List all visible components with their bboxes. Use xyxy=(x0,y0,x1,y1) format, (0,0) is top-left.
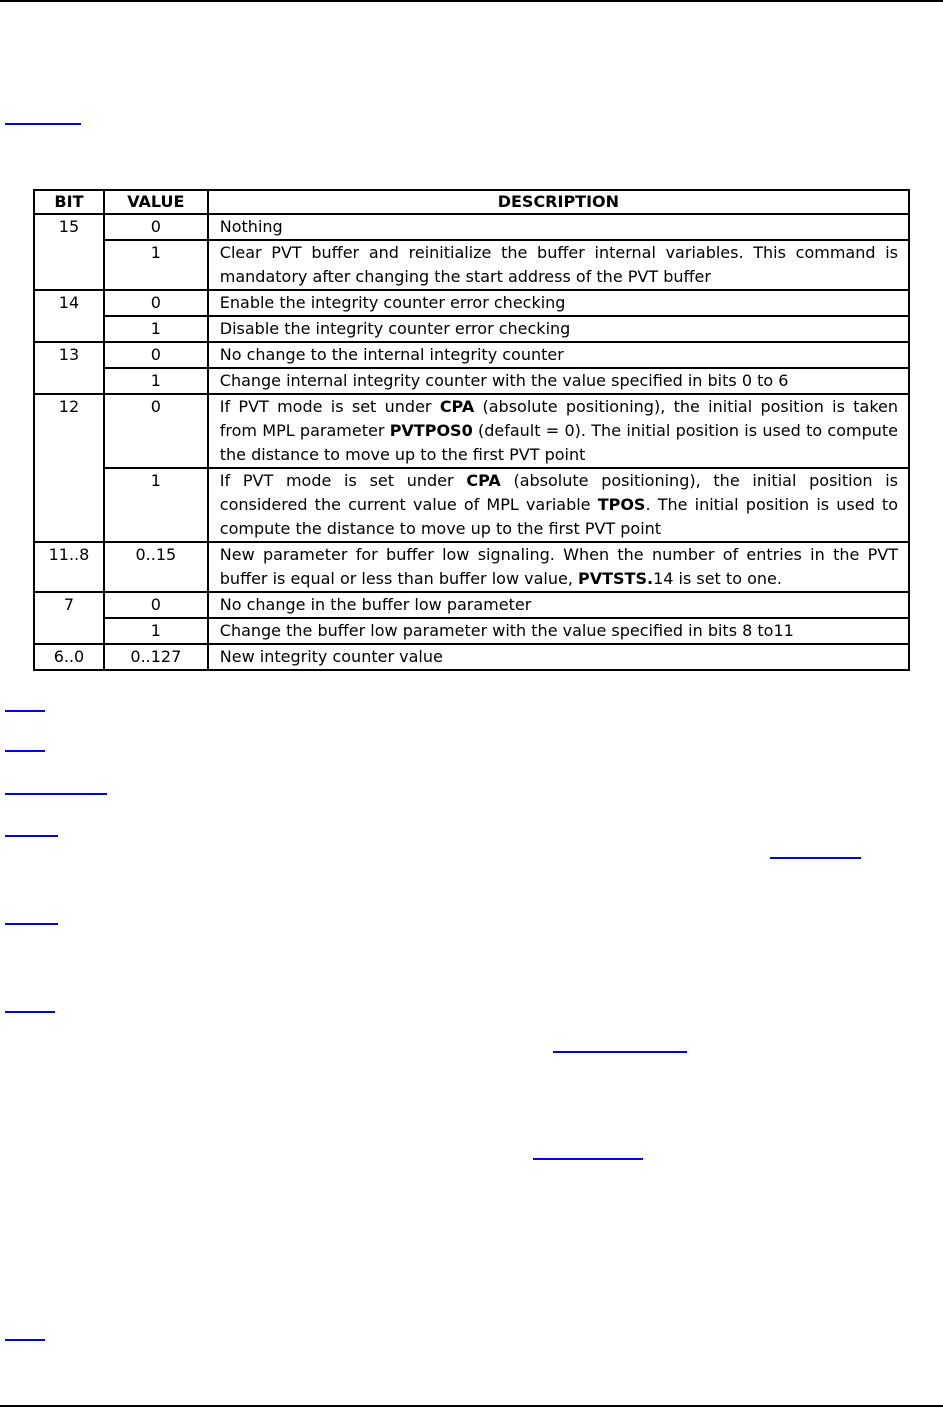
link-underline[interactable] xyxy=(5,835,58,837)
description-cell xyxy=(208,618,909,644)
description-keyword: CPA xyxy=(466,471,501,490)
value-cell: 1 xyxy=(104,468,208,542)
description-keyword: PVTPOS0 xyxy=(389,421,473,440)
description-cell xyxy=(208,394,909,468)
description-text: No change to the internal integrity counter xyxy=(219,345,564,364)
description-text: Nothing xyxy=(219,217,283,236)
link-underline[interactable] xyxy=(770,857,861,859)
description-text: Enable the integrity counter error checking xyxy=(219,293,566,312)
header-description: DESCRIPTION xyxy=(208,190,909,214)
description-text: Change the buffer low parameter with the value specified in bits 8 to11 xyxy=(219,621,794,640)
link-underline[interactable] xyxy=(5,750,45,752)
description-text: No change in the buffer low parameter xyxy=(219,595,532,614)
description-text: . The initial position is used to compute the distance to move up to the first PVT point xyxy=(219,495,898,538)
value-cell: 1 xyxy=(104,618,208,644)
table-header-row xyxy=(34,190,909,214)
value-cell: 1 xyxy=(104,240,208,290)
table-row xyxy=(34,342,909,368)
table-row xyxy=(34,592,909,618)
description-text: 14 is set to one. xyxy=(653,569,782,588)
link-underline[interactable] xyxy=(533,1158,643,1160)
header-rule xyxy=(0,0,943,2)
description-text: If PVT mode is set under xyxy=(219,471,467,490)
description-text: Disable the integrity counter error checking xyxy=(219,319,571,338)
description-text: Clear PVT buffer and reinitialize the buffer internal variables. This command is mandatory after changing the start address of the PVT buffer xyxy=(219,243,898,286)
description-text: Change internal integrity counter with the value specified in bits 0 to 6 xyxy=(219,371,789,390)
bit-description-table xyxy=(33,189,910,671)
table-row xyxy=(34,290,909,316)
table-row xyxy=(34,618,909,644)
description-cell xyxy=(208,290,909,316)
header-bit: BIT xyxy=(34,190,104,214)
description-text: If PVT mode is set under xyxy=(219,397,440,416)
value-cell: 0..15 xyxy=(104,542,208,592)
table-row xyxy=(34,468,909,542)
value-cell: 1 xyxy=(104,316,208,342)
value-cell: 1 xyxy=(104,368,208,394)
value-cell: 0 xyxy=(104,394,208,468)
value-cell: 0 xyxy=(104,592,208,618)
description-text: New integrity counter value xyxy=(219,647,443,666)
bit-cell: 13 xyxy=(34,342,104,394)
value-cell: 0..127 xyxy=(104,644,208,670)
description-cell xyxy=(208,468,909,542)
description-cell xyxy=(208,214,909,240)
description-cell xyxy=(208,644,909,670)
value-cell: 0 xyxy=(104,342,208,368)
table-row xyxy=(34,368,909,394)
link-underline[interactable] xyxy=(5,710,45,712)
value-cell: 0 xyxy=(104,214,208,240)
bit-cell: 6..0 xyxy=(34,644,104,670)
description-keyword: TPOS xyxy=(597,495,646,514)
description-text: (default = 0). The initial position is used to compute the distance to move up to the first PVT point xyxy=(219,421,899,464)
bit-cell: 15 xyxy=(34,214,104,290)
footer-rule xyxy=(0,1405,943,1407)
description-cell xyxy=(208,542,909,592)
value-cell: 0 xyxy=(104,290,208,316)
description-keyword: PVTSTS. xyxy=(578,569,654,588)
header-value: VALUE xyxy=(104,190,208,214)
link-underline[interactable] xyxy=(553,1051,687,1053)
table-row xyxy=(34,644,909,670)
table-row xyxy=(34,394,909,468)
link-underline[interactable] xyxy=(5,1011,55,1013)
bit-cell: 14 xyxy=(34,290,104,342)
link-underline[interactable] xyxy=(5,793,107,795)
bit-cell: 12 xyxy=(34,394,104,542)
table-row xyxy=(34,214,909,240)
description-cell xyxy=(208,342,909,368)
link-underline[interactable] xyxy=(5,1339,45,1341)
description-cell xyxy=(208,316,909,342)
link-underline[interactable] xyxy=(5,923,58,925)
bit-cell: 7 xyxy=(34,592,104,644)
description-keyword: CPA xyxy=(439,397,475,416)
link-underline[interactable] xyxy=(5,123,81,125)
description-cell xyxy=(208,592,909,618)
bit-cell: 11..8 xyxy=(34,542,104,592)
description-cell xyxy=(208,368,909,394)
description-text: (absolute positioning), the initial position is taken from MPL parameter xyxy=(219,397,899,440)
table-row xyxy=(34,542,909,592)
description-text: New parameter for buffer low signaling. When the number of entries in the PVT buffer is equal or less than buffer low value, xyxy=(219,545,898,588)
table-row xyxy=(34,316,909,342)
table-row xyxy=(34,240,909,290)
description-cell xyxy=(208,240,909,290)
description-text: (absolute positioning), the initial position is considered the current value of MPL variable xyxy=(219,471,899,514)
